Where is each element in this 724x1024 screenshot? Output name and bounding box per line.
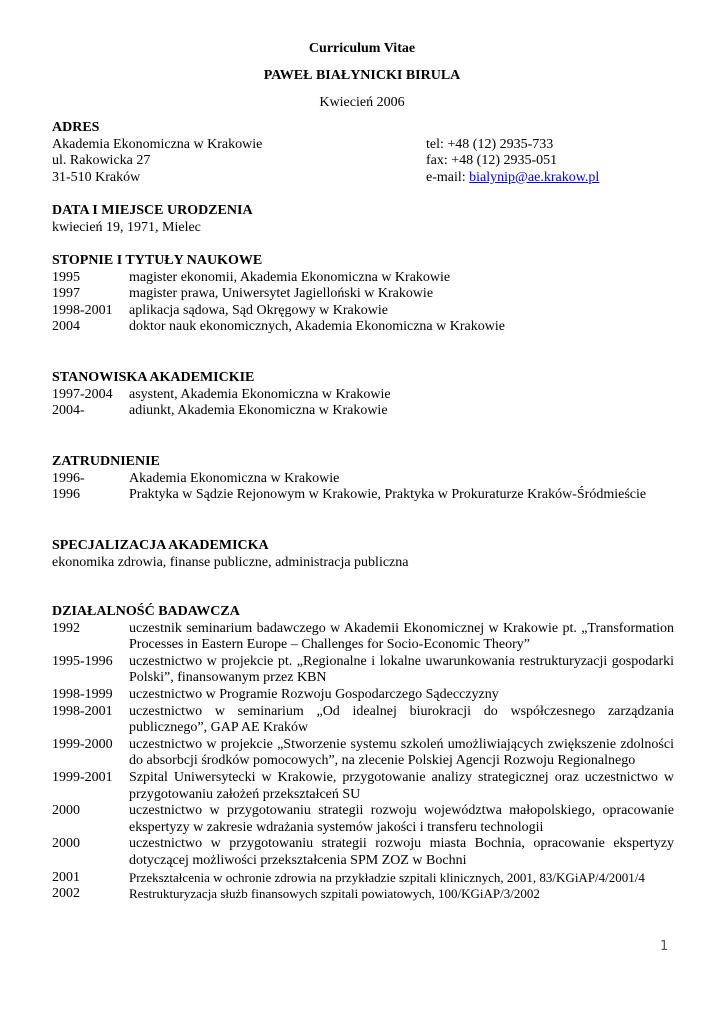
list-item bbox=[52, 836, 674, 869]
item-text: Akademia Ekonomiczna w Krakowie bbox=[129, 470, 340, 486]
birth-section bbox=[52, 203, 674, 236]
item-year: 1996 bbox=[52, 487, 80, 503]
item-year: 1999-2001 bbox=[52, 769, 113, 785]
item-year: 2004- bbox=[52, 403, 85, 419]
item-year: 2000 bbox=[52, 803, 80, 819]
item-text: magister prawa, Uniwersytet Jagielloński w Krakowie bbox=[129, 286, 434, 302]
item-year: 1997 bbox=[52, 286, 80, 302]
section-heading: STANOWISKA AKADEMICKIE bbox=[52, 370, 255, 385]
phone: tel: +48 (12) 2935-733 bbox=[426, 136, 554, 152]
list-item bbox=[52, 286, 674, 303]
section-heading: SPECJALIZACJA AKADEMICKA bbox=[52, 538, 269, 553]
item-text: aplikacja sądowa, Sąd Okręgowy w Krakowie bbox=[129, 302, 388, 318]
research-section bbox=[52, 604, 674, 903]
degrees-section bbox=[52, 253, 674, 336]
item-year: 1998-2001 bbox=[52, 703, 113, 719]
item-year: 1992 bbox=[52, 620, 80, 636]
list-item bbox=[52, 270, 674, 287]
item-text: adiunkt, Akademia Ekonomiczna w Krakowie bbox=[129, 403, 388, 419]
address-line: ul. Rakowicka 27 bbox=[52, 153, 151, 169]
list-item bbox=[52, 654, 674, 687]
item-text: asystent, Akademia Ekonomiczna w Krakowie bbox=[129, 386, 391, 402]
list-item bbox=[52, 621, 674, 654]
item-year: 1996- bbox=[52, 470, 85, 486]
list-item bbox=[52, 687, 674, 704]
list-item bbox=[52, 886, 674, 903]
item-year: 1999-2000 bbox=[52, 736, 113, 752]
specialization-section bbox=[52, 538, 674, 571]
fax: fax: +48 (12) 2935-051 bbox=[426, 153, 558, 169]
item-text: Szpital Uniwersytecki w Krakowie, przygotowanie analizy strategicznej oraz uczestnictwo w przygotowaniu założeń przekształceń SU bbox=[129, 769, 674, 802]
item-text: uczestnictwo w przygotowaniu strategii rozwoju województwa małopolskiego, opracowanie ekspertyzy w zakresie wdrażania systemów jakości i transferu technologii bbox=[129, 803, 674, 835]
person-name: PAWEŁ BIAŁYNICKI BIRULA bbox=[263, 68, 461, 83]
item-text: doktor nauk ekonomicznych, Akademia Ekonomiczna w Krakowie bbox=[129, 319, 505, 335]
positions-section bbox=[52, 370, 674, 420]
item-year: 2004 bbox=[52, 319, 80, 335]
address-line: Akademia Ekonomiczna w Krakowie bbox=[52, 136, 263, 152]
list-item bbox=[52, 704, 674, 737]
email-link[interactable]: bialynip@ae.krakow.pl bbox=[469, 169, 600, 185]
email-label: e-mail: bbox=[426, 169, 470, 185]
list-item bbox=[52, 770, 674, 803]
section-heading: ZATRUDNIENIE bbox=[52, 454, 160, 469]
item-year: 1995-1996 bbox=[52, 653, 113, 669]
list-item bbox=[52, 487, 674, 504]
section-heading: DATA I MIEJSCE URODZENIA bbox=[52, 203, 253, 218]
birth-text: kwiecień 19, 1971, Mielec bbox=[52, 219, 201, 235]
item-text: uczestnictwo w projekcie pt. „Regionalne i lokalne uwarunkowania restrukturyzacji gospodarki Polski”, finansowanym przez KBN bbox=[129, 653, 674, 686]
document-title: Curriculum Vitae bbox=[308, 41, 416, 56]
item-text: magister ekonomii, Akademia Ekonomiczna w Krakowie bbox=[129, 269, 451, 285]
item-text: uczestnictwo w przygotowaniu strategii rozwoju miasta Bochnia, opracowanie ekspertyzy dotyczącej możliwości przekształcenia SPM ZOZ w Bochni bbox=[129, 836, 674, 868]
item-text: uczestnictwo w Programie Rozwoju Gospodarczego Sądecczyzny bbox=[129, 686, 499, 702]
item-text: Restrukturyzacja służb finansowych szpitali powiatowych, 100/KGiAP/3/2002 bbox=[129, 886, 540, 902]
item-year: 1998-1999 bbox=[52, 686, 113, 702]
item-text: uczestnik seminarium badawczego w Akademii Ekonomicznej w Krakowie pt. „Transformation Processes in Eastern Europe – Challenges for Socio-Economic Theory” bbox=[129, 620, 674, 653]
email-row bbox=[426, 170, 674, 187]
item-year: 1997-2004 bbox=[52, 386, 113, 402]
item-year: 1995 bbox=[52, 269, 80, 285]
item-year: 1998-2001 bbox=[52, 302, 113, 318]
specialization-text: ekonomika zdrowia, finanse publiczne, administracja publiczna bbox=[52, 554, 409, 570]
list-item bbox=[52, 319, 674, 336]
list-item bbox=[52, 387, 674, 404]
page-number: 1 bbox=[660, 939, 669, 954]
address-section bbox=[52, 120, 674, 186]
section-heading: STOPNIE I TYTUŁY NAUKOWE bbox=[52, 253, 263, 268]
list-item bbox=[52, 471, 674, 488]
list-item bbox=[52, 870, 674, 887]
item-year: 2001 bbox=[52, 869, 80, 885]
list-item bbox=[52, 303, 674, 320]
list-item bbox=[52, 803, 674, 836]
item-text: uczestnictwo w projekcie „Stworzenie systemu szkoleń umożliwiających zwiększenie zdolności do absorbcji środków pomocowych”, na zlecenie Polskiej Agencji Rozwoju Regionalnego bbox=[129, 736, 674, 769]
list-item bbox=[52, 403, 674, 420]
item-year: 2000 bbox=[52, 836, 80, 852]
item-text: Praktyka w Sądzie Rejonowym w Krakowie, Praktyka w Prokuraturze Kraków-Śródmieście bbox=[129, 487, 647, 503]
item-year: 2002 bbox=[52, 886, 80, 902]
document-date: Kwiecień 2006 bbox=[319, 95, 405, 110]
section-heading: ADRES bbox=[52, 120, 100, 135]
item-text: Przekształcenia w ochronie zdrowia na przykładzie szpitali klinicznych, 2001, 83/KGiAP/4/2001/4 bbox=[129, 869, 645, 885]
employment-section bbox=[52, 454, 674, 504]
address-line: 31-510 Kraków bbox=[52, 169, 141, 185]
item-text: uczestnictwo w seminarium „Od idealnej biurokracji do współczesnego zarządzania publicznego”, GAP AE Kraków bbox=[129, 703, 674, 736]
section-heading: DZIAŁALNOŚĆ BADAWCZA bbox=[52, 604, 240, 619]
list-item bbox=[52, 737, 674, 770]
